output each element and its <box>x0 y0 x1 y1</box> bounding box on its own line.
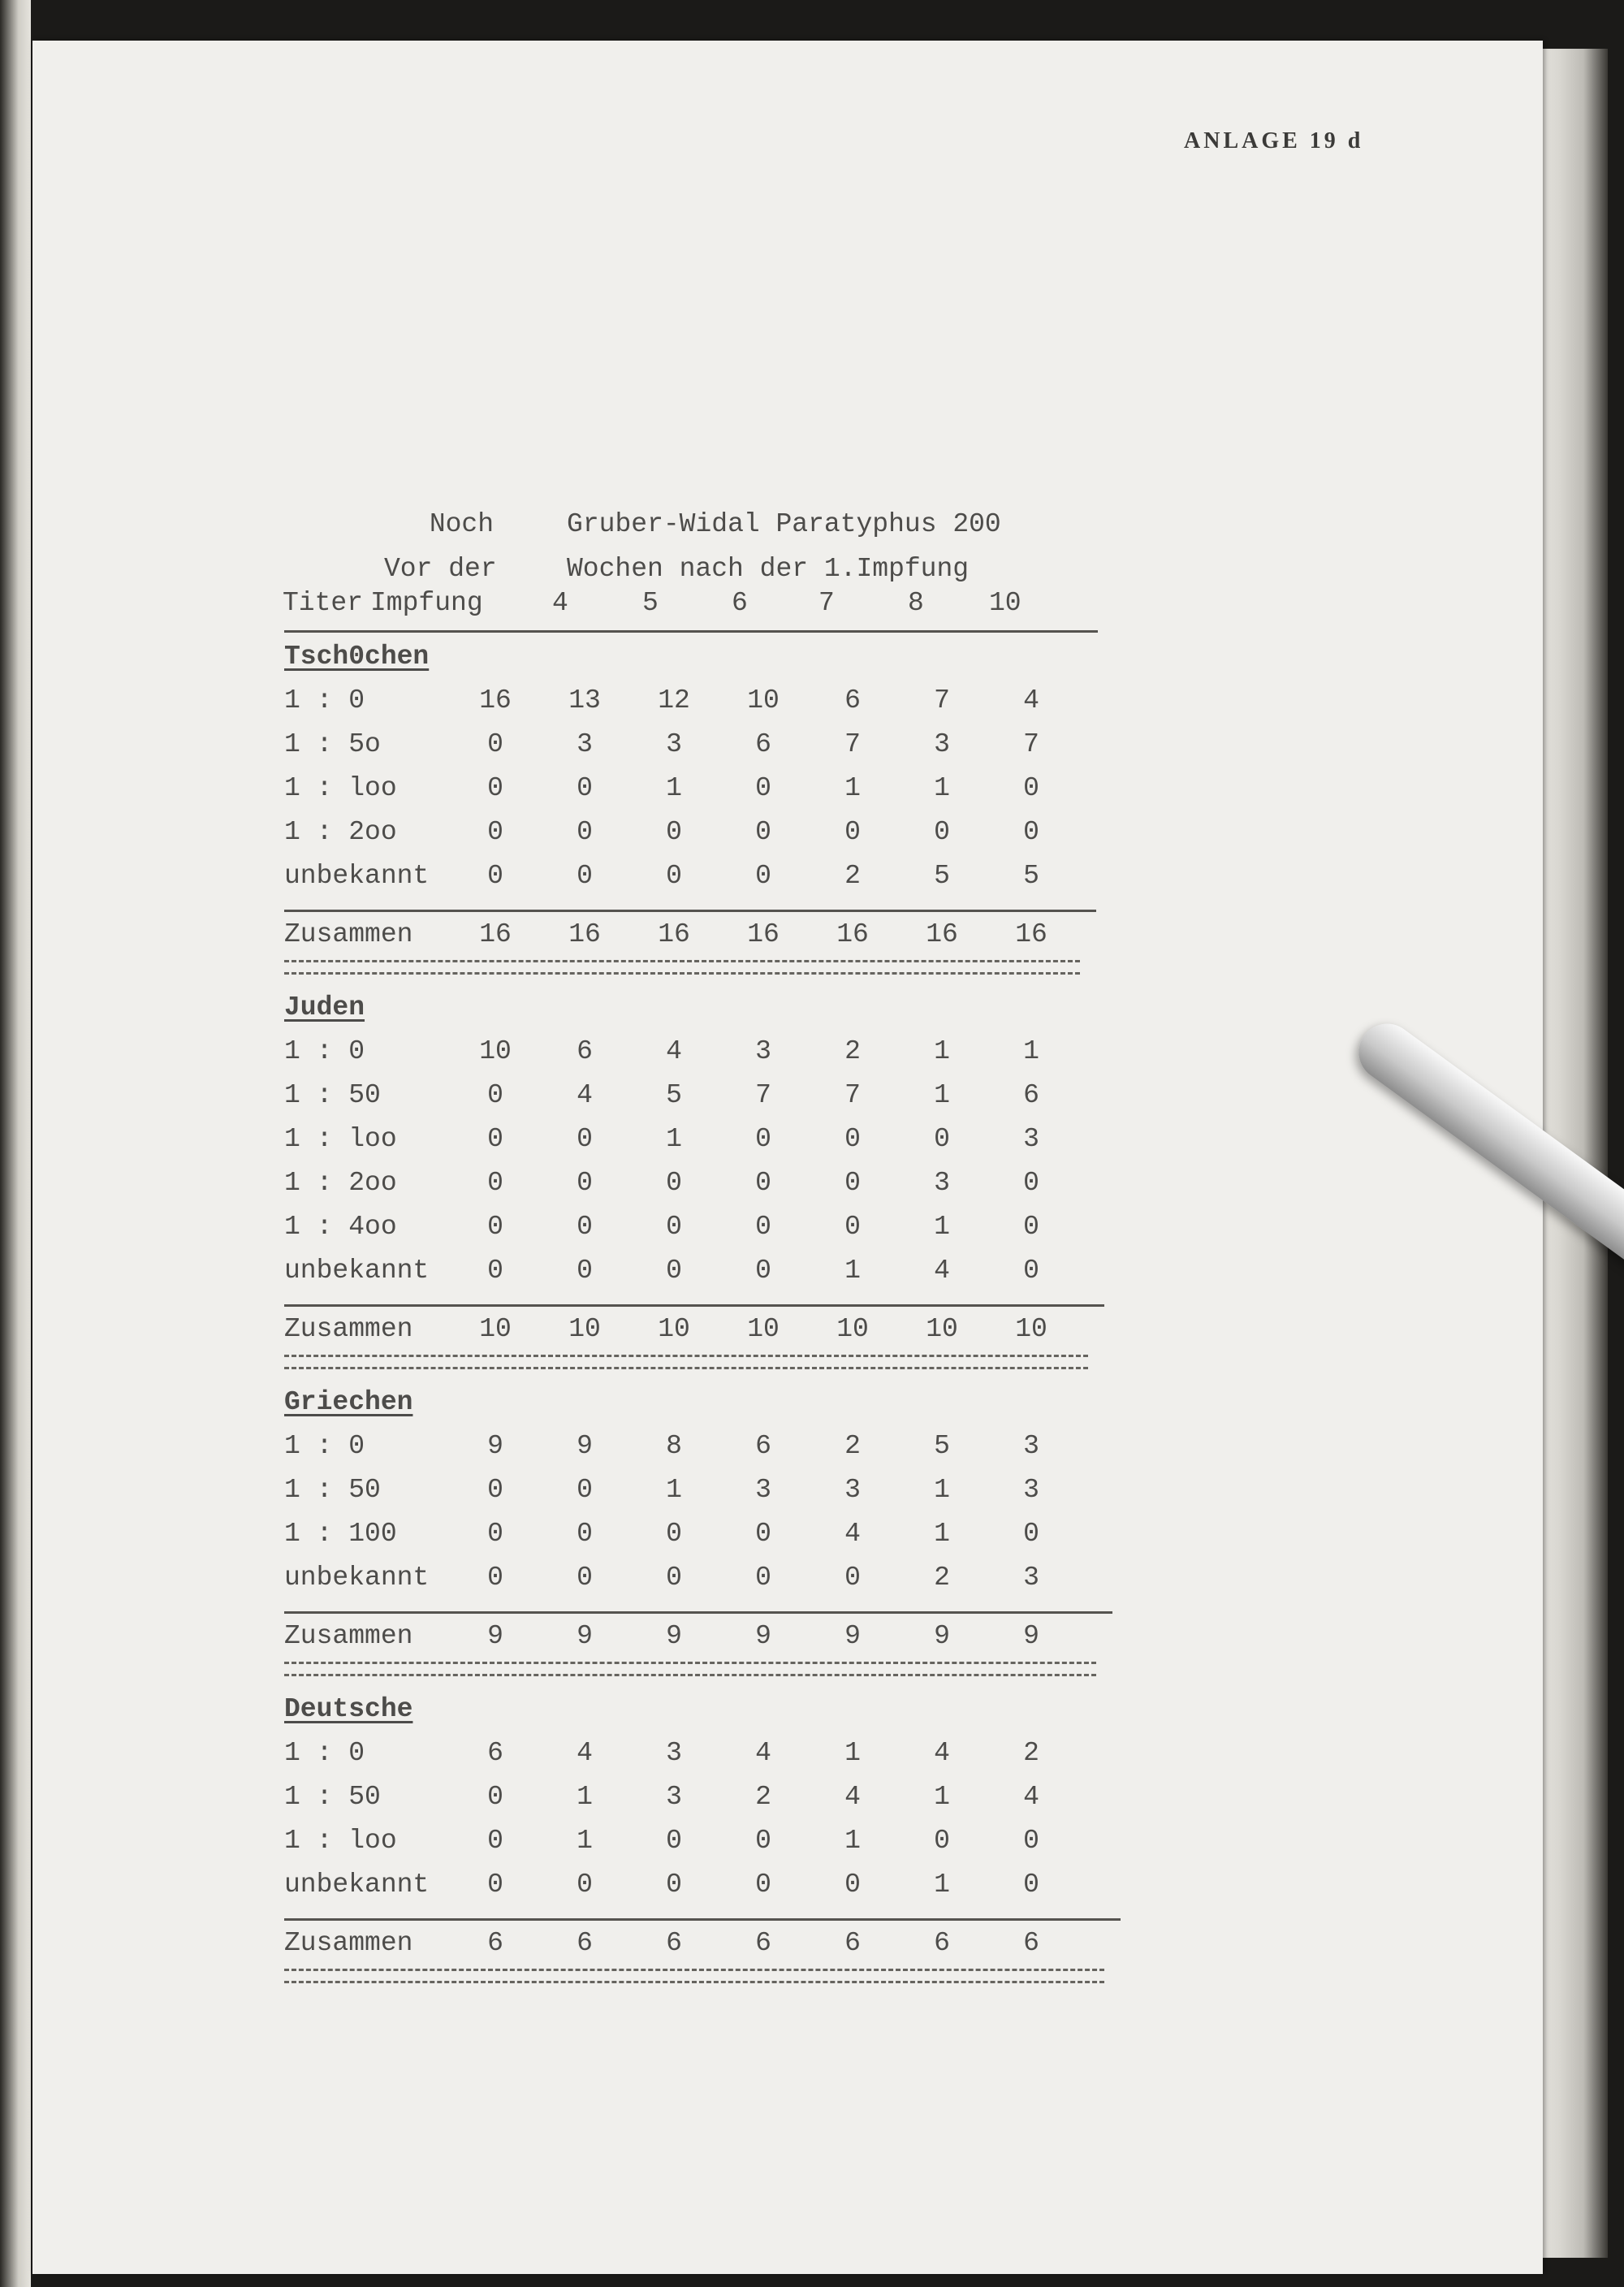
table-cell: 0 <box>577 861 593 891</box>
total-cell: 6 <box>1023 1928 1039 1958</box>
table-row <box>284 1212 1129 1249</box>
total-cell: 6 <box>577 1928 593 1958</box>
header-week-8: 8 <box>908 588 924 618</box>
row-label: 1 : 2oo <box>284 1168 397 1198</box>
table-cell: 0 <box>666 1212 682 1242</box>
table-cell: 6 <box>487 1738 503 1768</box>
table-cell: 3 <box>755 1036 771 1066</box>
table-cell: 4 <box>844 1782 861 1812</box>
table-cell: 7 <box>844 1080 861 1110</box>
table-cell: 2 <box>1023 1738 1039 1768</box>
row-label: 1 : 4oo <box>284 1212 397 1242</box>
total-cell: 10 <box>1015 1314 1047 1344</box>
row-label: unbekannt <box>284 861 430 891</box>
table-cell: 1 <box>934 1036 950 1066</box>
total-label: Zusammen <box>284 1928 413 1958</box>
section-heading: Griechen <box>284 1387 413 1417</box>
total-cell: 10 <box>568 1314 601 1344</box>
table-cell: 0 <box>487 861 503 891</box>
total-row <box>284 1928 1129 1965</box>
table-row <box>284 1431 1129 1468</box>
table-cell: 10 <box>479 1036 512 1066</box>
total-label: Zusammen <box>284 1621 413 1651</box>
table-cell: 0 <box>755 1563 771 1593</box>
table-cell: 3 <box>577 729 593 759</box>
table-cell: 0 <box>577 1168 593 1198</box>
total-cell: 9 <box>934 1621 950 1651</box>
table-cell: 3 <box>1023 1431 1039 1461</box>
total-rule <box>284 1304 1104 1307</box>
total-label: Zusammen <box>284 919 413 949</box>
table-row <box>284 817 1129 854</box>
table-cell: 5 <box>1023 861 1039 891</box>
table-cell: 0 <box>577 773 593 803</box>
table-cell: 6 <box>577 1036 593 1066</box>
document-page <box>32 41 1543 2274</box>
table-cell: 0 <box>844 1124 861 1154</box>
table-cell: 6 <box>844 685 861 715</box>
table-cell: 3 <box>1023 1124 1039 1154</box>
table-cell: 3 <box>755 1475 771 1505</box>
total-rule <box>284 1918 1121 1921</box>
table-cell: 7 <box>1023 729 1039 759</box>
total-cell: 6 <box>487 1928 503 1958</box>
total-cell: 10 <box>836 1314 869 1344</box>
table-cell: 0 <box>934 1826 950 1856</box>
total-label: Zusammen <box>284 1314 413 1344</box>
table-row <box>284 1826 1129 1863</box>
table-cell: 16 <box>479 685 512 715</box>
table-cell: 0 <box>577 817 593 847</box>
table-cell: 1 <box>577 1826 593 1856</box>
total-cell: 16 <box>747 919 780 949</box>
table-cell: 0 <box>487 1563 503 1593</box>
table-cell: 4 <box>666 1036 682 1066</box>
table-cell: 0 <box>666 861 682 891</box>
table-cell: 1 <box>844 1738 861 1768</box>
table-cell: 0 <box>577 1563 593 1593</box>
row-label: 1 : 2oo <box>284 817 397 847</box>
total-cell: 6 <box>755 1928 771 1958</box>
table-cell: 0 <box>487 1475 503 1505</box>
table-cell: 2 <box>844 1036 861 1066</box>
table-cell: 5 <box>934 1431 950 1461</box>
table-cell: 1 <box>934 1870 950 1900</box>
total-cell: 16 <box>926 919 958 949</box>
row-label: unbekannt <box>284 1256 430 1286</box>
table-row <box>284 1080 1129 1118</box>
table-row <box>284 1168 1129 1205</box>
total-row <box>284 1314 1129 1351</box>
table-cell: 10 <box>747 685 780 715</box>
table-cell: 3 <box>1023 1475 1039 1505</box>
table-cell: 0 <box>487 1870 503 1900</box>
table-cell: 4 <box>755 1738 771 1768</box>
total-cell: 16 <box>479 919 512 949</box>
table-cell: 0 <box>755 1168 771 1198</box>
row-label: 1 : 0 <box>284 1738 365 1768</box>
table-cell: 0 <box>487 1519 503 1549</box>
table-cell: 4 <box>934 1256 950 1286</box>
table-cell: 12 <box>658 685 690 715</box>
table-cell: 0 <box>577 1519 593 1549</box>
table-cell: 5 <box>934 861 950 891</box>
table-row <box>284 1519 1129 1556</box>
table-cell: 6 <box>755 729 771 759</box>
table-row <box>284 1738 1129 1775</box>
row-label: 1 : 0 <box>284 1431 365 1461</box>
table-cell: 0 <box>844 1870 861 1900</box>
table-cell: 5 <box>666 1080 682 1110</box>
table-cell: 1 <box>666 1475 682 1505</box>
table-cell: 1 <box>934 1519 950 1549</box>
table-row <box>284 1870 1129 1907</box>
table-cell: 0 <box>1023 1870 1039 1900</box>
table-cell: 0 <box>844 817 861 847</box>
table-cell: 0 <box>844 1212 861 1242</box>
table-row <box>284 773 1129 811</box>
header-week-7: 7 <box>818 588 835 618</box>
table-cell: 0 <box>577 1475 593 1505</box>
row-label: 1 : loo <box>284 773 397 803</box>
row-label: unbekannt <box>284 1563 430 1593</box>
total-cell: 16 <box>836 919 869 949</box>
table-cell: 0 <box>755 773 771 803</box>
table-cell: 0 <box>577 1870 593 1900</box>
header-week-6: 6 <box>732 588 748 618</box>
double-rule <box>284 960 1080 975</box>
total-cell: 16 <box>568 919 601 949</box>
total-rule <box>284 1611 1112 1614</box>
table-cell: 0 <box>666 1826 682 1856</box>
total-cell: 9 <box>577 1621 593 1651</box>
table-cell: 0 <box>1023 773 1039 803</box>
table-cell: 0 <box>1023 1519 1039 1549</box>
header-week-10: 10 <box>989 588 1021 618</box>
double-rule <box>284 1662 1096 1676</box>
table-cell: 1 <box>1023 1036 1039 1066</box>
table-row <box>284 861 1129 898</box>
table-row <box>284 685 1129 723</box>
table-cell: 0 <box>487 1826 503 1856</box>
title-text: Gruber-Widal Paratyphus 200 <box>567 509 1001 539</box>
table-cell: 8 <box>666 1431 682 1461</box>
row-label: 1 : 50 <box>284 1080 381 1110</box>
table-cell: 0 <box>755 1124 771 1154</box>
table-cell: 0 <box>755 1256 771 1286</box>
table-cell: 2 <box>844 861 861 891</box>
table-cell: 3 <box>666 729 682 759</box>
header-week-4: 4 <box>552 588 568 618</box>
table-cell: 0 <box>487 1212 503 1242</box>
table-cell: 1 <box>844 1826 861 1856</box>
total-cell: 9 <box>755 1621 771 1651</box>
table-cell: 0 <box>666 817 682 847</box>
table-header <box>283 554 1119 622</box>
appendix-label: ANLAGE 19 d <box>1184 128 1364 153</box>
row-label: 1 : 50 <box>284 1475 381 1505</box>
total-cell: 16 <box>658 919 690 949</box>
row-label: 1 : loo <box>284 1826 397 1856</box>
table-cell: 13 <box>568 685 601 715</box>
table-cell: 0 <box>487 1168 503 1198</box>
table-cell: 0 <box>577 1256 593 1286</box>
table-cell: 4 <box>934 1738 950 1768</box>
table-cell: 4 <box>1023 1782 1039 1812</box>
table-cell: 0 <box>755 861 771 891</box>
table-cell: 0 <box>666 1563 682 1593</box>
total-cell: 6 <box>844 1928 861 1958</box>
table-cell: 0 <box>487 1782 503 1812</box>
total-row <box>284 919 1129 957</box>
table-cell: 2 <box>844 1431 861 1461</box>
total-row <box>284 1621 1129 1658</box>
table-cell: 4 <box>844 1519 861 1549</box>
table-cell: 4 <box>1023 685 1039 715</box>
table-cell: 6 <box>1023 1080 1039 1110</box>
section-heading: Juden <box>284 992 365 1022</box>
total-cell: 9 <box>487 1621 503 1651</box>
header-vor-der: Vor der <box>384 554 497 584</box>
total-cell: 10 <box>747 1314 780 1344</box>
row-label: 1 : 100 <box>284 1519 397 1549</box>
row-label: 1 : loo <box>284 1124 397 1154</box>
table-cell: 3 <box>934 1168 950 1198</box>
table-row <box>284 1782 1129 1819</box>
section-heading: Tsch0chen <box>284 642 430 672</box>
table-cell: 1 <box>934 1782 950 1812</box>
row-label: 1 : 0 <box>284 1036 365 1066</box>
table-cell: 7 <box>844 729 861 759</box>
header-impfung: Impfung <box>370 588 483 618</box>
table-cell: 0 <box>1023 817 1039 847</box>
table-cell: 0 <box>487 773 503 803</box>
table-cell: 3 <box>666 1738 682 1768</box>
total-rule <box>284 910 1096 912</box>
table-cell: 0 <box>666 1519 682 1549</box>
row-label: 1 : 5o <box>284 729 381 759</box>
table-cell: 7 <box>755 1080 771 1110</box>
table-cell: 0 <box>1023 1212 1039 1242</box>
table-cell: 0 <box>666 1870 682 1900</box>
title-prefix: Noch <box>429 509 495 539</box>
total-cell: 6 <box>934 1928 950 1958</box>
table-cell: 9 <box>487 1431 503 1461</box>
table-cell: 0 <box>487 817 503 847</box>
table-cell: 0 <box>577 1124 593 1154</box>
table-cell: 0 <box>666 1256 682 1286</box>
table-cell: 0 <box>934 817 950 847</box>
table-cell: 3 <box>1023 1563 1039 1593</box>
table-cell: 0 <box>844 1168 861 1198</box>
table-cell: 0 <box>1023 1256 1039 1286</box>
table-cell: 0 <box>487 1124 503 1154</box>
row-label: 1 : 0 <box>284 685 365 715</box>
table-cell: 0 <box>1023 1168 1039 1198</box>
table-row <box>284 1563 1129 1600</box>
table-cell: 0 <box>934 1124 950 1154</box>
table-row <box>284 729 1129 767</box>
table-cell: 2 <box>934 1563 950 1593</box>
total-cell: 10 <box>479 1314 512 1344</box>
table-cell: 9 <box>577 1431 593 1461</box>
table-row <box>284 1036 1129 1074</box>
table-cell: 0 <box>755 817 771 847</box>
table-cell: 0 <box>755 1519 771 1549</box>
row-label: 1 : 50 <box>284 1782 381 1812</box>
table-cell: 0 <box>487 1080 503 1110</box>
table-cell: 0 <box>487 729 503 759</box>
total-cell: 16 <box>1015 919 1047 949</box>
table-cell: 7 <box>934 685 950 715</box>
header-wochen: Wochen nach der 1.Impfung <box>567 554 970 584</box>
section-heading: Deutsche <box>284 1694 413 1724</box>
total-cell: 9 <box>666 1621 682 1651</box>
table-cell: 0 <box>755 1870 771 1900</box>
total-cell: 9 <box>844 1621 861 1651</box>
table-row <box>284 1124 1129 1161</box>
table-cell: 1 <box>934 1212 950 1242</box>
table-cell: 3 <box>934 729 950 759</box>
table-cell: 3 <box>844 1475 861 1505</box>
table-row <box>284 1256 1129 1293</box>
table-cell: 1 <box>934 773 950 803</box>
table-cell: 1 <box>844 1256 861 1286</box>
table-cell: 1 <box>844 773 861 803</box>
total-cell: 10 <box>926 1314 958 1344</box>
table-cell: 1 <box>934 1475 950 1505</box>
table-cell: 0 <box>1023 1826 1039 1856</box>
total-cell: 9 <box>1023 1621 1039 1651</box>
header-week-5: 5 <box>642 588 659 618</box>
header-titer: Titer <box>283 588 364 618</box>
table-cell: 1 <box>666 773 682 803</box>
header-rule <box>284 630 1098 633</box>
total-cell: 10 <box>658 1314 690 1344</box>
table-cell: 0 <box>577 1212 593 1242</box>
table-cell: 0 <box>755 1826 771 1856</box>
book-gutter <box>0 0 31 2287</box>
table-cell: 1 <box>577 1782 593 1812</box>
table-cell: 0 <box>844 1563 861 1593</box>
row-label: unbekannt <box>284 1870 430 1900</box>
double-rule <box>284 1969 1104 1983</box>
table-cell: 2 <box>755 1782 771 1812</box>
table-cell: 0 <box>666 1168 682 1198</box>
table-cell: 0 <box>487 1256 503 1286</box>
table-cell: 1 <box>666 1124 682 1154</box>
table-cell: 4 <box>577 1738 593 1768</box>
double-rule <box>284 1355 1088 1369</box>
table-cell: 0 <box>755 1212 771 1242</box>
table-cell: 4 <box>577 1080 593 1110</box>
total-cell: 6 <box>666 1928 682 1958</box>
table-cell: 3 <box>666 1782 682 1812</box>
table-row <box>284 1475 1129 1512</box>
table-cell: 1 <box>934 1080 950 1110</box>
table-cell: 6 <box>755 1431 771 1461</box>
